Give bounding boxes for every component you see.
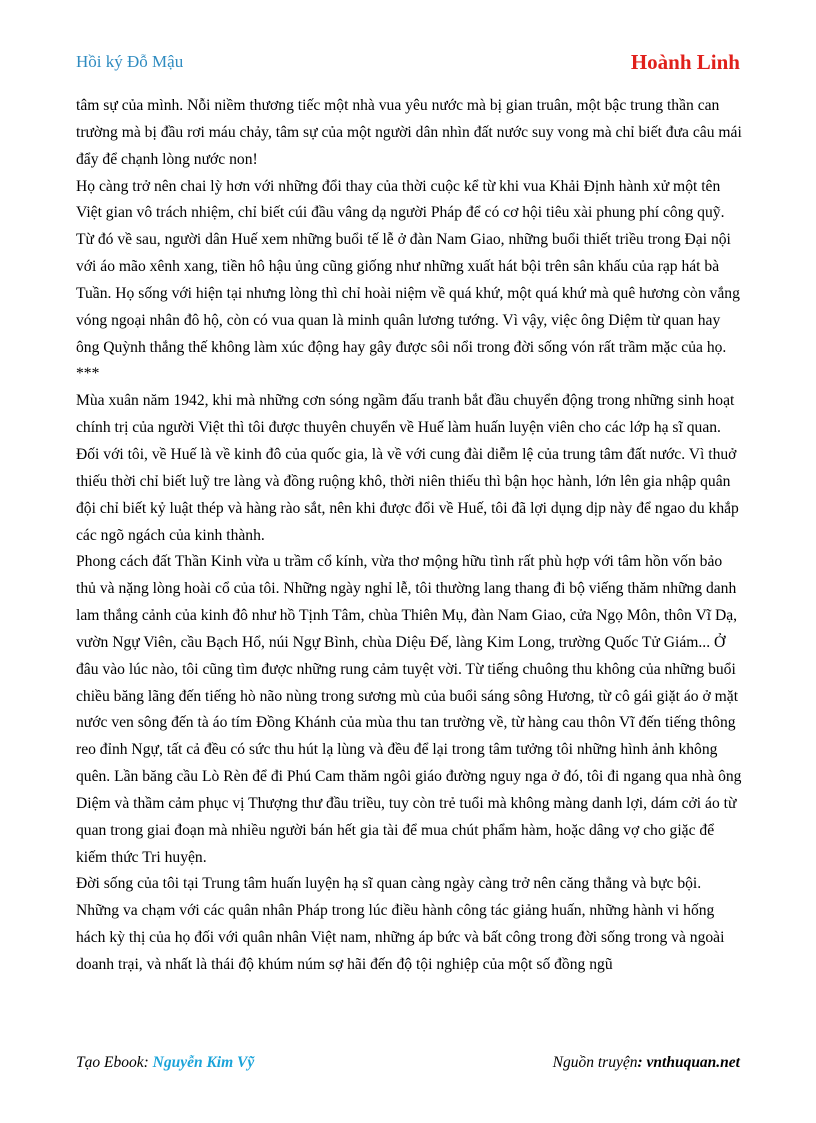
page-header (76, 50, 740, 76)
ebook-credit-label: Tạo Ebook (76, 1054, 144, 1071)
source-credit-label: Nguồn truyện (552, 1054, 638, 1071)
source-site: vnthuquan.net (646, 1054, 740, 1071)
page-body (76, 93, 742, 979)
section-separator: *** (76, 365, 100, 383)
source-credit (553, 1054, 740, 1072)
ebook-credit-separator: : (143, 1054, 153, 1071)
author-name: Hoành Linh (630, 50, 740, 74)
page-footer (76, 1054, 740, 1076)
paragraph: tâm sự của mình. Nỗi niềm thương tiếc một nhà vua yêu nước mà bị gian truân, một bậc trung thần can trường mà bị đầu rơi máu chảy, tâm sự của một người dân nhìn đất nước suy vong mà chỉ biết đưa câu mái đẩy để chạnh lòng nước non! (76, 97, 742, 168)
ebook-credit (76, 1054, 254, 1072)
paragraph: Đời sống của tôi tại Trung tâm huấn luyện hạ sĩ quan càng ngày càng trở nên căng thẳng và bực bội. Những va chạm với các quân nhân Pháp trong lúc điều hành công tác giảng huấn, những hành vi hống hách kỳ thị của họ đối với quân nhân Việt nam, những áp bức và bất công trong đời sống trong và ngoài doanh trại, và nhất là thái độ khúm núm sợ hãi đến độ tội nghiệp của một số đồng ngũ (76, 875, 725, 973)
book-title: Hồi ký Đỗ Mậu (76, 52, 184, 71)
paragraph: Mùa xuân năm 1942, khi mà những cơn sóng ngầm đấu tranh bắt đầu chuyển động trong những sinh hoạt chính trị của người Việt thì tôi được thuyên chuyển về Huế làm huấn luyện viên cho các lớp hạ sĩ quan. Đối với tôi, về Huế là về kinh đô của quốc gia, là về với cung đài diễm lệ của trung tâm đất nước. Vì thuở thiếu thời chỉ biết luỹ tre làng và đồng ruộng khô, thời niên thiếu thì bận học hành, lớn lên gia nhập quân đội chỉ biết kỷ luật thép và hàng rào sắt, nên khi được đổi về Huế, tôi đã lợi dụng dịp này để ngao du khắp các ngõ ngách của kinh thành. (76, 392, 739, 544)
paragraph: Họ càng trở nên chai lỳ hơn với những đổi thay của thời cuộc kể từ khi vua Khải Định hành xử một tên Việt gian vô trách nhiệm, chỉ biết cúi đầu vâng dạ người Pháp để có cơ hội tiêu xài phung phí công quỹ. Từ đó về sau, người dân Huế xem những buổi tế lễ ở đàn Nam Giao, những buổi thiết triều trong Đại nội với áo mão xênh xang, tiền hô hậu ủng cũng giống như những xuất hát bội trên sân khấu của rạp hát bà Tuần. Họ sống với hiện tại nhưng lòng thì chỉ hoài niệm về quá khứ, một quá khứ mà quê hương còn vắng vóng ngoại nhân đô hộ, còn có vua quan là minh quân lương tướng. Vì vậy, việc ông Diệm từ quan hay ông Quỳnh thắng thế không làm xúc động hay gây được sôi nổi trong đời sống vón rất trầm mặc của họ. (76, 177, 740, 356)
source-credit-separator: : (637, 1054, 647, 1071)
paragraph: Phong cách đất Thần Kinh vừa u trầm cổ kính, vừa thơ mộng hữu tình rất phù hợp với tâm hồn vốn bảo thủ và nặng lòng hoài cổ của tôi. Những ngày nghỉ lễ, tôi thường lang thang đi bộ viếng thăm những danh lam thắng cảnh của kinh đô như hồ Tịnh Tâm, chùa Thiên Mụ, đàn Nam Giao, cửa Ngọ Môn, thôn Vĩ Dạ, vườn Ngự Viên, cầu Bạch Hổ, núi Ngự Bình, chùa Diệu Đế, làng Kim Long, trường Quốc Tử Giám... Ở đâu vào lúc nào, tôi cũng tìm được những rung cảm tuyệt vời. Từ tiếng chuông thu không của những buổi chiều băng lãng đến tiếng hò não nùng trong sương mù của buổi sáng sông Hương, từ cô gái giặt áo ở mặt nước ven sông đến tà áo tím Đồng Khánh của mùa thu tan trường về, từ hàng cau thôn Vĩ đến tiếng thông reo đỉnh Ngự, tất cả đều có sức thu hút lạ lùng và đều để lại trong tâm tưởng tôi những hình ảnh không quên. Lần băng cầu Lò Rèn để đi Phú Cam thăm ngôi giáo đường nguy nga ở đó, tôi đi ngang qua nhà ông Diệm và thầm cảm phục vị Thượng thư đầu triều, tuy còn trẻ tuổi mà không màng danh lợi, dám cởi áo từ quan trong giai đoạn mà nhiều người bán hết gia tài để mua chút phẩm hàm, hoặc dâng vợ cho giặc để kiếm thức Tri huyện. (76, 553, 742, 866)
ebook-creator-name: Nguyễn Kim Vỹ (152, 1054, 255, 1071)
